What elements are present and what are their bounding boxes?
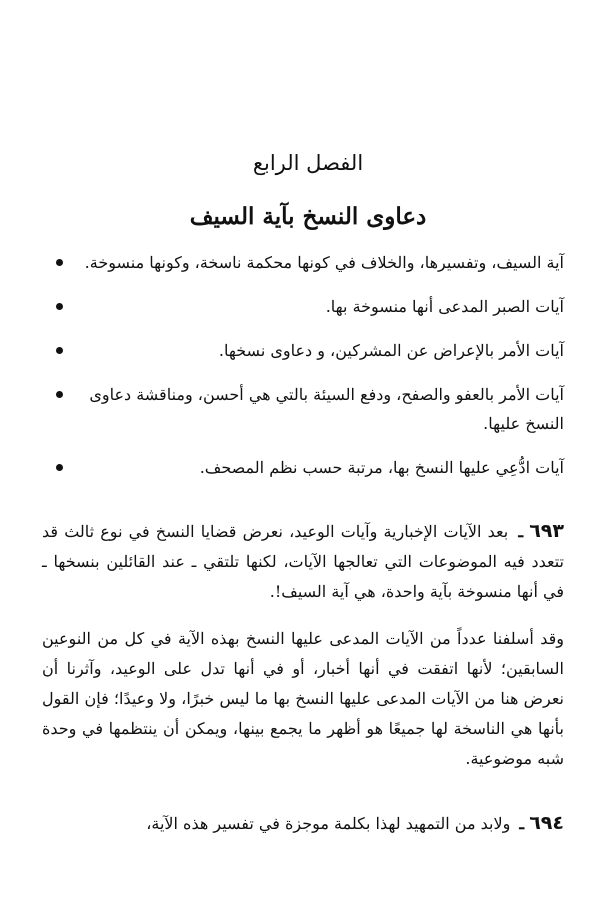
topics-list	[46, 248, 564, 497]
paragraph-text: وقد أسلفنا عدداً من الآيات المدعى عليها النسخ بهذه الآية في كل من النوعين السابقين؛ لأنها اتفقت في أنها أخبار، أو في أنها تدل على الوعيد، وآثرنا أن نعرض هنا من الآيات المدعى عليها النسخ بها ما ليس خبرًا، ولا وعيدًا؛ فإن القول بأنها هي الناسخة لها جميعًا هو أظهر ما يجمع بينها، ويمكن أن ينتظمها في وحدة شبه موضوعية.	[42, 629, 565, 768]
list-item-text: آيات الصبر المدعى أنها منسوخة بها.	[325, 297, 564, 316]
list-item-text: آيات ادُّعِي عليها النسخ بها، مرتبة حسب نظم المصحف.	[199, 458, 564, 477]
paragraph-body	[42, 624, 564, 774]
bullet-icon	[56, 303, 63, 310]
paragraph-694	[42, 808, 564, 839]
section-title: دعاوى النسخ بآية السيف	[189, 203, 427, 230]
bullet-icon	[56, 259, 63, 266]
paragraph-dash: ـ	[518, 522, 524, 541]
paragraph-number: ٦٩٤	[529, 812, 564, 834]
paragraph-text: ولابد من التمهيد لهذا بكلمة موجزة في تفسير هذه الآية،	[146, 814, 511, 833]
list-item-text: آيات الأمر بالإعراض عن المشركين، و دعاوى نسخها.	[218, 341, 564, 360]
list-item	[46, 336, 564, 365]
bullet-icon	[56, 391, 63, 398]
list-item	[46, 292, 564, 321]
list-item	[46, 380, 564, 438]
paragraph-dash: ـ	[519, 814, 525, 833]
list-item-text: آيات الأمر بالعفو والصفح، ودفع السيئة بالتي هي أحسن، ومناقشة دعاوى النسخ عليها.	[89, 385, 564, 433]
bullet-icon	[56, 347, 63, 354]
paragraph-text: بعد الآيات الإخبارية وآيات الوعيد، نعرض قضايا النسخ في نوع ثالث قد تتعدد فيه الموضوعات التي تعالجها الآيات، لكنها تلتقي ـ عند القائلين بنسخها ـ في أنها منسوخة بآية واحدة، هي آية السيف!.	[42, 522, 564, 601]
list-item	[46, 453, 564, 482]
paragraph-693	[42, 516, 564, 607]
list-item-text: آية السيف، وتفسيرها، والخلاف في كونها محكمة ناسخة، وكونها منسوخة.	[84, 253, 564, 272]
chapter-heading: الفصل الرابع	[252, 151, 364, 175]
bullet-icon	[56, 464, 63, 471]
paragraph-number: ٦٩٣	[529, 520, 564, 542]
list-item	[46, 248, 564, 277]
